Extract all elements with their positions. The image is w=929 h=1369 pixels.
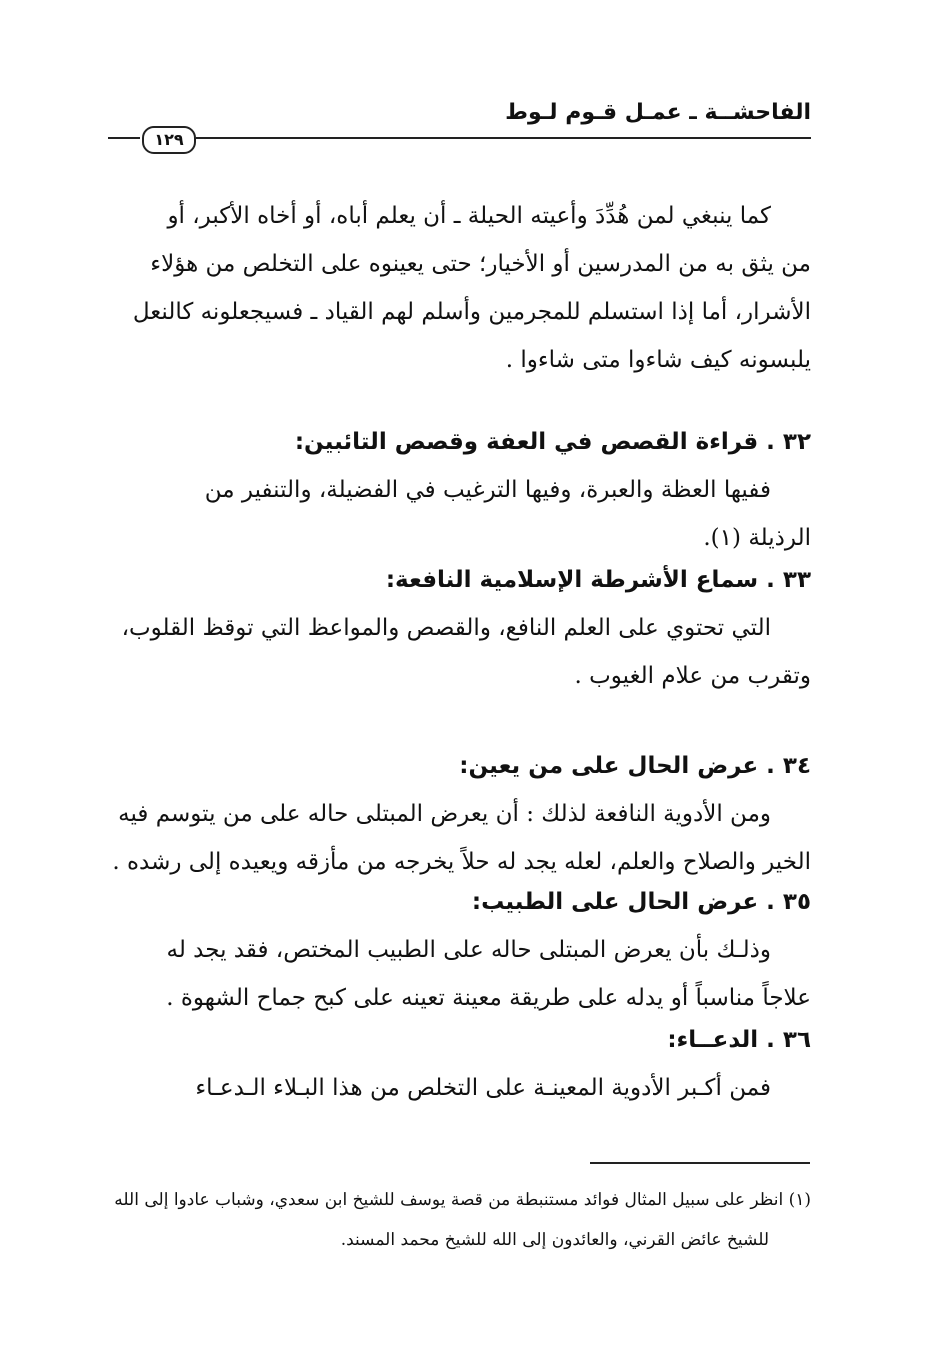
text-line: ففيها العظة والعبرة، وفيها الترغيب في الفضيلة، والتنفير من <box>204 477 771 503</box>
section-heading-36: ٣٦ . الدعــاء: <box>667 1027 811 1053</box>
section-heading-33: ٣٣ . سماع الأشرطة الإسلامية النافعة: <box>385 567 811 593</box>
text-line: الخير والصلاح والعلم، لعله يجد له حلاً يخرجه من مأزقه ويعيده إلى رشده . <box>112 849 811 875</box>
intro-paragraph <box>105 192 811 384</box>
section-body-32 <box>105 466 811 562</box>
footnote-line: للشيخ عائض القرني، والعائدون إلى الله للشيخ محمد المسند. <box>340 1230 769 1250</box>
text-line: الرذيلة (١). <box>703 525 811 551</box>
section-body-35 <box>105 926 811 1022</box>
section-heading-32: ٣٢ . قراءة القصص في العفة وقصص التائبين: <box>294 429 811 455</box>
running-header-title: الفاحشــة ـ عمـل قـوم لـوط <box>505 100 811 125</box>
text-line: يلبسونه كيف شاءوا متى شاءوا . <box>505 347 811 373</box>
section-heading-35: ٣٥ . عرض الحال على الطبيب: <box>471 889 811 915</box>
text-line: من يثق به من المدرسين أو الأخيار؛ حتى يعينوه على التخلص من هؤلاء <box>150 251 811 277</box>
footnote-separator <box>590 1162 810 1164</box>
section-body-34 <box>105 790 811 886</box>
footnote-line: (١) انظر على سبيل المثال فوائد مستنبطة من قصة يوسف للشيخ ابن سعدي، وشباب عادوا إلى الله <box>114 1190 811 1210</box>
text-line: التي تحتوي على العلم النافع، والقصص والمواعظ التي توقظ القلوب، <box>121 615 771 641</box>
page-number: ١٢٩ <box>142 126 196 154</box>
text-line: كما ينبغي لمن هُدِّدَ وأعيته الحيلة ـ أن يعلم أباه، أو أخاه الأكبر، أو <box>167 203 771 229</box>
text-line: الأشرار، أما إذا استسلم للمجرمين وأسلم لهم القياد ـ فسيجعلونه كالنعل <box>132 299 811 325</box>
text-line: وذلـك بأن يعرض المبتلى حاله على الطبيب المختص، فقد يجد له <box>166 937 771 963</box>
section-heading-34: ٣٤ . عرض الحال على من يعين: <box>459 753 811 779</box>
header-rule <box>108 137 811 139</box>
text-line: علاجاً مناسباً أو يدله على طريقة معينة تعينه على كبح جماح الشهوة . <box>166 985 811 1011</box>
footnotes <box>100 1180 811 1260</box>
text-line: ومن الأدوية النافعة لذلك : أن يعرض المبتلى حاله على من يتوسم فيه <box>118 801 771 827</box>
section-body-36 <box>105 1064 811 1112</box>
text-line: فمن أكـبر الأدوية المعينـة على التخلص من هذا البـلاء الـدعـاء <box>195 1075 771 1101</box>
section-body-33 <box>105 604 811 700</box>
text-line: وتقرب من علام الغيوب . <box>574 663 811 689</box>
